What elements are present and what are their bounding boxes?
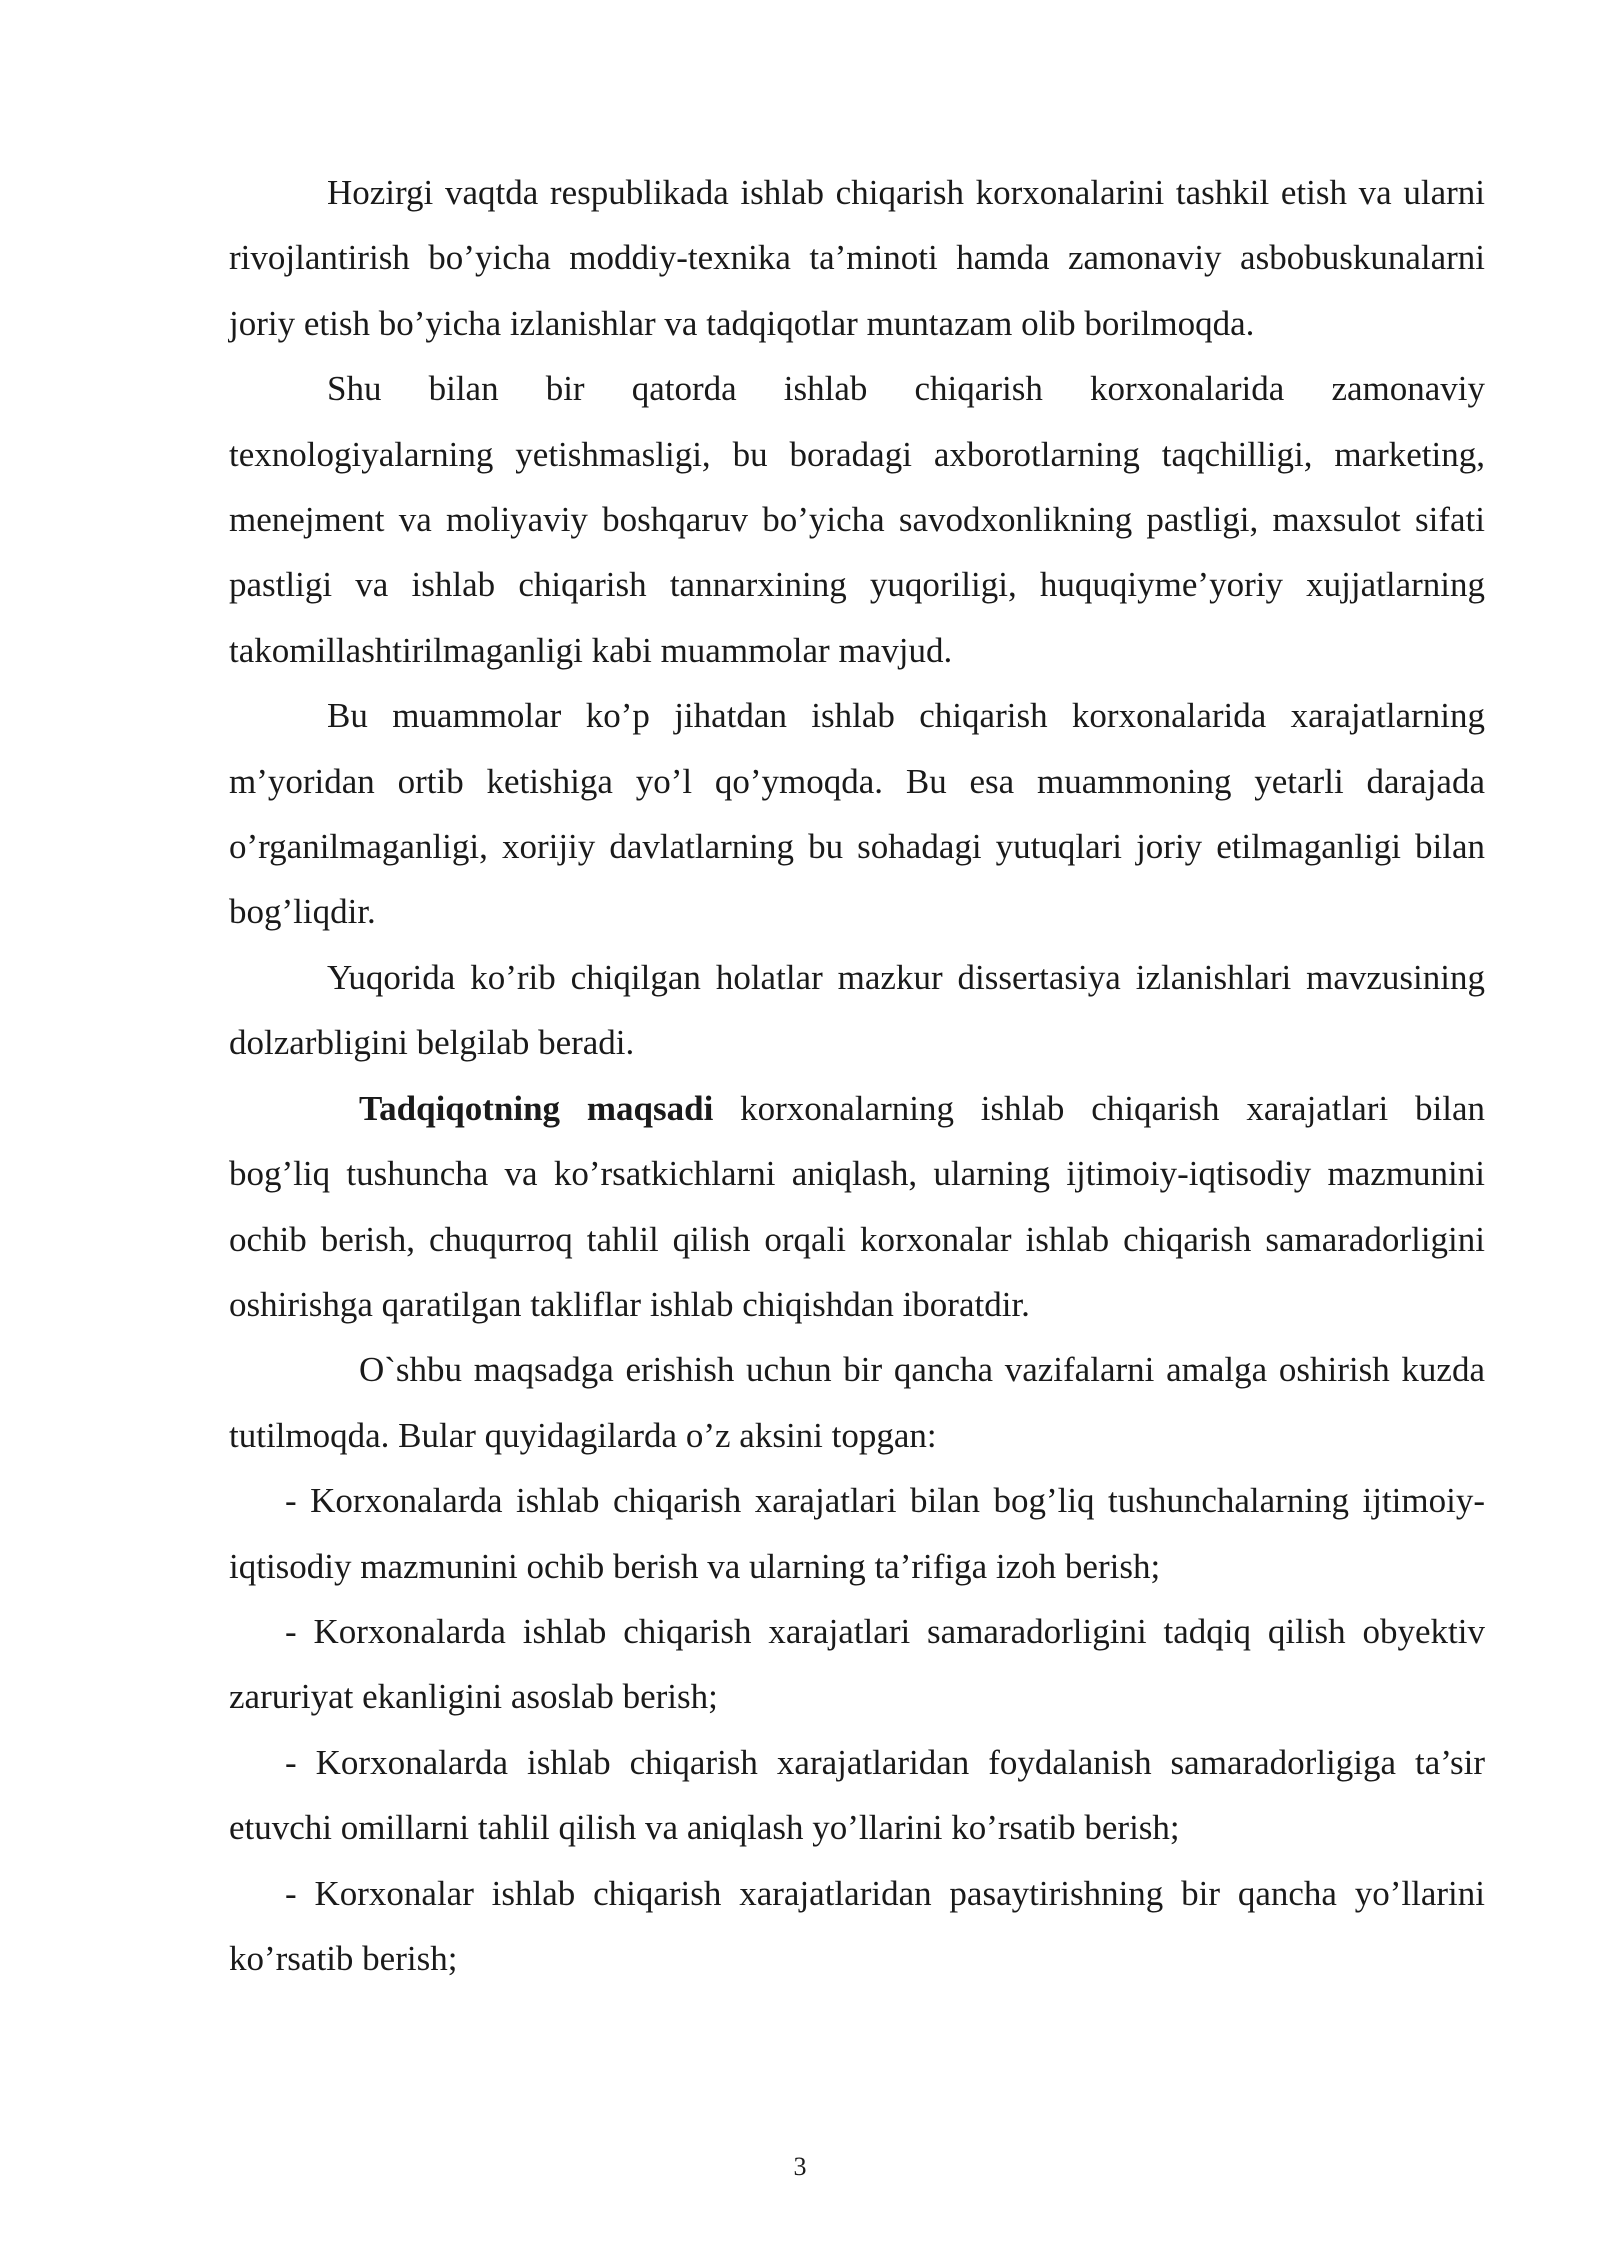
paragraph-tasks-intro: O`shbu maqsadga erishish uchun bir qancha vazifalarni amalga oshirish kuzda tutilmoqda. Bular quyidagilarda o’z aksini topgan: — [229, 1350, 1485, 1455]
research-goal-text: korxonalarning ishlab chiqarish xarajatlari bilan bog’liq tushuncha va ko’rsatkichlarni aniqlash, ularning ijtimoiy-iqtisodiy mazmunini ochib berish, chuqurroq tahlil qilish orqali korxonalar ishlab chiqarish samaradorligini oshirishga qaratilgan takliflar ishlab chiqishdan iboratdir. — [229, 1088, 1485, 1324]
paragraph-consequences: Bu muammolar ko’p jihatdan ishlab chiqarish korxonalarida xarajatlarning m’yoridan ortib ketishiga yo’l qo’ymoqda. Bu esa muammoning yetarli darajada o’rganilmaganligi, xorijiy davlatlarning bu sohadagi yutuqlari joriy etilmaganligi bilan bog’liqdir. — [229, 696, 1485, 932]
document-body — [229, 160, 1485, 1991]
paragraph-problems: Shu bilan bir qatorda ishlab chiqarish korxonalarida zamonaviy texnologiyalarning yetishmasligi, bu boradagi axborotlarning taqchilligi, marketing, menejment va moliyaviy boshqaruv bo’yicha savodxonlikning pastligi, maxsulot sifati pastligi va ishlab chiqarish tannarxining yuqoriligi, huquqiyme’yoriy xujjatlarning takomillashtirilmaganligi kabi muammolar mavjud. — [229, 369, 1485, 670]
paragraph-research-goal — [229, 1076, 1485, 1338]
list-item: - Korxonalarda ishlab chiqarish xarajatlari samaradorligini tadqiq qilish obyektiv zaruriyat ekanligini asoslab berish; — [229, 1611, 1485, 1717]
list-item: - Korxonalarda ishlab chiqarish xarajatlari bilan bog’liq tushunchalarning ijtimoiy-iqtisodiy mazmunini ochib berish va ularning ta’rifiga izoh berish; — [229, 1481, 1485, 1586]
list-item: - Korxonalarda ishlab chiqarish xarajatlaridan foydalanish samaradorligiga ta’sir etuvchi omillarni tahlil qilish va aniqlash yo’llarini ko’rsatib berish; — [229, 1742, 1485, 1848]
paragraph-relevance: Yuqorida ko’rib chiqilgan holatlar mazkur dissertasiya izlanishlari mavzusining dolzarbligini belgilab beradi. — [229, 957, 1485, 1063]
paragraph-intro: Hozirgi vaqtda respublikada ishlab chiqarish korxonalarini tashkil etish va ularni rivojlantirish bo’yicha moddiy-texnika ta’minoti hamda zamonaviy asbobuskunalarni joriy etish bo’yicha izlanishlar va tadqiqotlar muntazam olib borilmoqda. — [229, 173, 1485, 343]
list-item: - Korxonalar ishlab chiqarish xarajatlaridan pasaytirishning bir qancha yo’llarini ko’rsatib berish; — [229, 1873, 1485, 1978]
page-number: 3 — [793, 2152, 807, 2181]
research-goal-heading: Tadqiqotning maqsadi — [359, 1088, 714, 1128]
